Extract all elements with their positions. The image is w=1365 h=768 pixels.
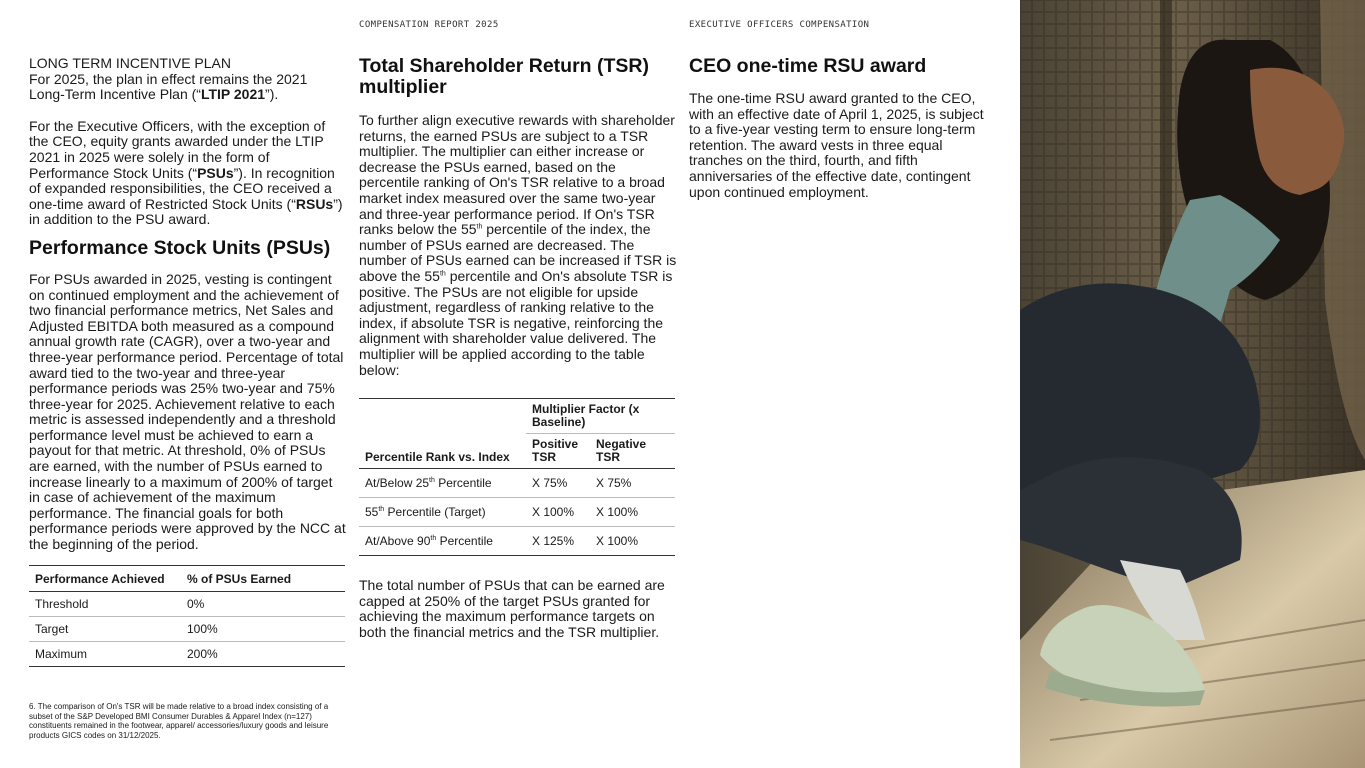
- table-header-blank: [359, 399, 526, 434]
- right-column: [689, 56, 999, 200]
- multiplier-factor-header: Multiplier Factor (x Baseline): [526, 399, 675, 434]
- negative-tsr-cell: X 75%: [590, 469, 675, 498]
- table-cell: Maximum: [29, 641, 181, 666]
- rsu-body: The one-time RSU award granted to the CEO, with an effective date of April 1, 2025, is subject to a five-year vesting term to ensure long-term retention. The award vests in three equal tranches on the third, fourth, and fifth anniversaries of the effective date, contingent upon continued employment.: [689, 90, 984, 200]
- footnote: 6. The comparison of On's TSR will be made relative to a broad index consisting of a subset of the S&P Developed BMI Consumer Durables & Apparel Index (n=127) constituents remained in the footwear, apparel/ accessories/luxury goods and leisure products GICS codes on 31/12/2025.: [29, 702, 329, 740]
- table-group-header-row: [359, 399, 675, 434]
- negative-tsr-cell: X 100%: [590, 498, 675, 527]
- table-cell: 100%: [181, 616, 345, 641]
- table-cell: 200%: [181, 641, 345, 666]
- header-section-title: EXECUTIVE OFFICERS COMPENSATION: [689, 20, 870, 30]
- table-cell: Target: [29, 616, 181, 641]
- rsu-heading: CEO one-time RSU award: [689, 55, 927, 77]
- table-row: [359, 469, 675, 498]
- tsr-closing: The total number of PSUs that can be earned are capped at 250% of the target PSUs granted for achieving the maximum performance targets on both the financial metrics and the TSR multiplier.: [359, 577, 665, 640]
- positive-tsr-cell: X 100%: [526, 498, 590, 527]
- tsr-multiplier-table: [359, 398, 675, 556]
- section-label: LONG TERM INCENTIVE PLAN: [29, 55, 232, 71]
- positive-tsr-header: Positive TSR: [526, 434, 590, 469]
- percentile-rank-header: Percentile Rank vs. Index: [359, 434, 526, 469]
- footnote-block: [29, 702, 347, 740]
- executive-grants-paragraph: For the Executive Officers, with the exception of the CEO, equity grants awarded under the LTIP 2021 in 2025 were solely in the form of Performance Stock Units (“PSUs”). In recognition of expanded responsibilities, the CEO received a one-time award of Restricted Stock Units (“RSUs”) in addition to the PSU award.: [29, 117, 343, 228]
- table-header: Performance Achieved: [29, 565, 181, 591]
- header-report-title: COMPENSATION REPORT 2025: [359, 20, 499, 30]
- positive-tsr-cell: X 75%: [526, 469, 590, 498]
- psu-heading: Performance Stock Units (PSUs): [29, 236, 331, 259]
- performance-table: [29, 565, 345, 667]
- table-cell: 0%: [181, 591, 345, 616]
- table-cell: Threshold: [29, 591, 181, 616]
- athlete-photo: [1020, 0, 1365, 768]
- positive-tsr-cell: X 125%: [526, 527, 590, 556]
- psu-body: For PSUs awarded in 2025, vesting is contingent on continued employment and the achievement of two financial performance metrics, Net Sales and Adjusted EBITDA both measured as a compound annual growth rate (CAGR), over a two-year and three-year performance period. Percentage of total award tied to the two-year and three-year performance periods was 25% two-year and 75% three-year for 2025. Achievement relative to each metric is assessed independently and a threshold performance level must be achieved to earn a payout for that metric. At threshold, 0% of PSUs are earned, with the number of PSUs earned to increase linearly to a maximum of 200% of target in case of achievement of the maximum performance. The financial goals for both performance periods were approved by the NCC at the beginning of the period.: [29, 270, 346, 553]
- table-row: [29, 616, 345, 641]
- table-header: % of PSUs Earned: [181, 565, 345, 591]
- tsr-heading: Total Shareholder Return (TSR) multiplier: [359, 55, 649, 98]
- table-header-row: [359, 434, 675, 469]
- table-row: [359, 527, 675, 556]
- middle-column: [359, 56, 677, 640]
- percentile-cell: At/Above 90th Percentile: [359, 527, 526, 556]
- table-row: [29, 641, 345, 666]
- table-header-row: [29, 565, 345, 591]
- percentile-cell: At/Below 25th Percentile: [359, 469, 526, 498]
- tsr-body: To further align executive rewards with shareholder returns, the earned PSUs are subject to a TSR multiplier. The multiplier can either increase or decrease the PSUs earned, based on the percentile ranking of On's TSR relative to a broad market index measured over the same two-year and three-year performance period. If On's TSR ranks below the 55th percentile of the index, the number of PSUs earned are decreased. The number of PSUs earned can be increased if TSR is above the 55th percentile and On's absolute TSR is positive. The PSUs are not eligible for upside adjustment, regardless of ranking relative to the index, if absolute TSR is negative, reinforcing the alignment with shareholder value delivered. The multiplier will be applied according to the table below:: [359, 112, 677, 378]
- ltip-intro: For 2025, the plan in effect remains the 2021 Long-Term Incentive Plan (“LTIP 2021”).: [29, 70, 308, 103]
- negative-tsr-header: Negative TSR: [590, 434, 675, 469]
- negative-tsr-cell: X 100%: [590, 527, 675, 556]
- left-column: [29, 56, 347, 667]
- percentile-cell: 55th Percentile (Target): [359, 498, 526, 527]
- table-row: [359, 498, 675, 527]
- table-row: [29, 591, 345, 616]
